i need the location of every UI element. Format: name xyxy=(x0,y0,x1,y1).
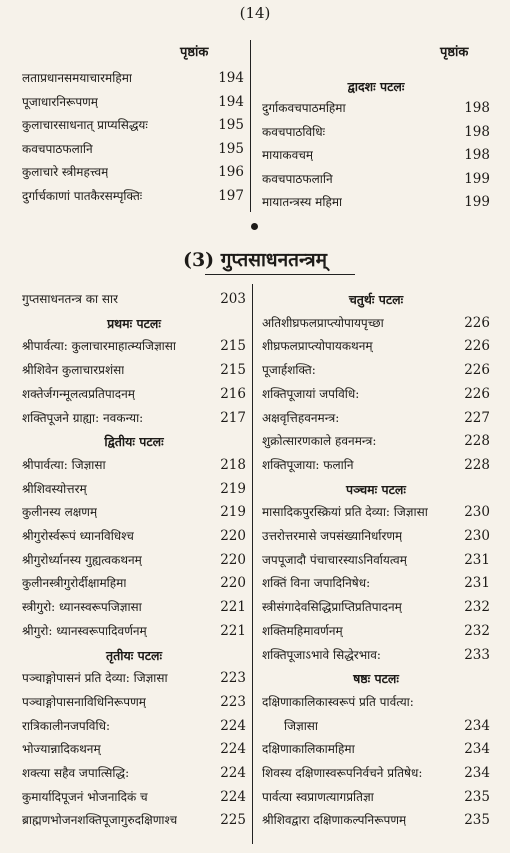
toc-entry xyxy=(22,360,246,381)
entry-page-number: 224 xyxy=(220,765,246,781)
bullet-separator xyxy=(251,223,258,230)
chapter-heading: चतुर्थः पटलः xyxy=(348,292,404,307)
entry-title: शक्तिपूजने ग्राह्या: नवकन्या: xyxy=(22,410,144,425)
entry-page-number: 223 xyxy=(220,693,246,710)
entry-page-number: 196 xyxy=(218,164,244,180)
chapter-heading: द्वितीयः पटलः xyxy=(104,434,164,450)
toc-entry xyxy=(262,597,490,618)
entry-title: दुर्गार्चकाणां पातकैरसम्पृक्तिः xyxy=(22,188,143,203)
toc-entry xyxy=(262,810,490,831)
entry-title: पञ्चाङ्गोपासनं प्रति देव्या: जिज्ञासा xyxy=(22,671,168,686)
toc-entry xyxy=(262,145,490,166)
entry-title: श्रीशिवद्वारा दक्षिणाकल्पनिरूपणम् xyxy=(262,813,407,828)
entry-title: पूजाधारनिरूपणम् xyxy=(22,94,98,109)
toc-entry xyxy=(22,716,246,737)
entry-page-number: 230 xyxy=(464,504,490,521)
page-column-header-right: पृष्ठांक xyxy=(440,45,469,60)
entry-page-number: 220 xyxy=(220,528,246,544)
chapter-heading: प्रथमः पटलः xyxy=(107,315,161,331)
entry-page-number: 225 xyxy=(220,812,246,829)
entry-title: शक्तेर्जगन्मूलत्वप्रतिपादनम् xyxy=(22,386,135,401)
entry-title: कुलाचारसाधनात् प्राप्यसिद्धयः xyxy=(22,118,148,132)
entry-page-number: 215 xyxy=(220,338,246,355)
toc-entry xyxy=(22,384,246,405)
entry-page-number: 235 xyxy=(464,812,490,829)
entry-title: भोज्यान्नादिकथनम् xyxy=(22,742,101,757)
entry-title: जिज्ञासा xyxy=(284,718,319,733)
entry-title: शिवस्य दक्षिणास्वरूपनिर्वचने प्रतिषेध: xyxy=(262,766,423,780)
page-number: (14) xyxy=(239,4,271,22)
toc-entry xyxy=(262,502,490,523)
toc-entry xyxy=(22,810,246,831)
toc-entry xyxy=(22,289,246,310)
entry-page-number: 217 xyxy=(220,409,246,426)
toc-entry xyxy=(22,621,246,642)
entry-page-number: 228 xyxy=(464,433,490,450)
toc-entry xyxy=(22,787,246,808)
toc-entry xyxy=(262,336,490,357)
entry-title: कवचपाठफलानि xyxy=(22,141,93,156)
entry-page-number: 219 xyxy=(220,504,246,521)
entry-title: अतिशीघ्रफलप्राप्त्योपायपृच्छा xyxy=(262,315,384,330)
entry-page-number: 198 xyxy=(464,147,490,163)
entry-title: स्त्रीगुरो: ध्यानस्वरूपजिज्ञासा xyxy=(22,600,142,615)
entry-page-number: 199 xyxy=(464,170,490,187)
entry-page-number: 232 xyxy=(464,599,490,616)
entry-page-number: 203 xyxy=(220,291,246,307)
entry-title: ब्राह्मणभोजनशक्तिपूजागुरुदक्षिणाश्च xyxy=(22,813,178,828)
entry-title: शक्तिपूजायां जपविधि: xyxy=(262,386,360,401)
toc-entry xyxy=(262,787,490,808)
entry-page-number: 199 xyxy=(464,194,490,210)
entry-page-number: 231 xyxy=(464,575,490,592)
entry-page-number: 224 xyxy=(220,741,246,758)
entry-title: कुलाचारे स्त्रीमहत्त्वम् xyxy=(22,165,109,179)
toc-entry xyxy=(22,526,246,547)
toc-entry xyxy=(262,122,490,143)
toc-entry xyxy=(22,68,244,89)
title-underline xyxy=(205,274,355,275)
column-divider-top xyxy=(250,40,251,212)
entry-title: कुलीनस्य लक्षणम् xyxy=(22,505,98,520)
toc-entry xyxy=(22,115,244,136)
toc-entry xyxy=(262,384,490,405)
entry-page-number: 230 xyxy=(464,528,490,544)
entry-page-number: 219 xyxy=(220,480,246,497)
entry-page-number: 195 xyxy=(218,117,244,133)
entry-title: कवचपाठविधिः xyxy=(262,124,326,139)
entry-title: शुक्रोत्सारणकाले हवनमन्त्र: xyxy=(262,434,377,449)
entry-title: दक्षिणाकालिकास्वरूपं प्रति पार्वत्या: xyxy=(262,694,414,709)
entry-page-number: 215 xyxy=(220,362,246,379)
toc-entry xyxy=(22,597,246,618)
entry-title: उत्तरोत्तरमासे जपसंख्यानिर्धारणम् xyxy=(262,529,403,543)
entry-page-number: 234 xyxy=(464,741,490,758)
toc-entry xyxy=(22,573,246,594)
entry-title: शक्तिपूजाऽभावे सिद्धेरभाव: xyxy=(262,647,381,662)
toc-entry xyxy=(262,739,490,760)
section-title: (3) गुप्तसाधनतन्त्रम् xyxy=(182,249,328,271)
entry-title: कुलीनस्त्रीगुरोर्दीक्षामहिमा xyxy=(22,576,127,591)
entry-title: शक्त्या सहैव जपात्सिद्धि: xyxy=(22,766,130,780)
entry-page-number: 226 xyxy=(464,338,490,355)
entry-page-number: 224 xyxy=(220,788,246,805)
entry-page-number: 226 xyxy=(464,314,490,331)
chapter-heading: तृतीयः पटलः xyxy=(105,647,162,663)
entry-title: अक्षवृत्तिहवनमन्त्र: xyxy=(262,410,340,425)
toc-entry xyxy=(262,573,490,594)
entry-page-number: 220 xyxy=(220,575,246,592)
toc-entry xyxy=(262,716,490,737)
toc-entry xyxy=(262,408,490,429)
entry-page-number: 231 xyxy=(464,551,490,568)
entry-title: श्रीपार्वत्या: जिज्ञासा xyxy=(22,457,106,472)
toc-entry xyxy=(262,621,490,642)
entry-title: लताप्रधानसमयाचारमहिमा xyxy=(22,71,132,85)
toc-entry xyxy=(262,360,490,381)
entry-title: दुर्गाकवचपाठमहिमा xyxy=(262,101,346,115)
entry-title: शक्तिपूजाया: फलानि xyxy=(262,457,354,472)
toc-entry xyxy=(22,336,246,357)
entry-title: मायाकवचम् xyxy=(262,148,314,162)
entry-page-number: 194 xyxy=(218,93,244,110)
entry-title: गुप्तसाधनतन्त्र का सार xyxy=(22,292,118,306)
entry-page-number: 227 xyxy=(464,409,490,426)
column-divider-bottom xyxy=(252,284,253,844)
toc-entry xyxy=(22,186,244,207)
entry-title: शक्तिमहिमावर्णनम् xyxy=(262,623,343,638)
toc-entry xyxy=(22,139,244,160)
entry-page-number: 228 xyxy=(464,456,490,473)
toc-entry xyxy=(22,408,246,429)
entry-title: दक्षिणाकालिकामहिमा xyxy=(262,742,355,757)
entry-title: रात्रिकालीनजपविधि: xyxy=(22,718,111,733)
entry-page-number: 218 xyxy=(220,456,246,473)
entry-page-number: 235 xyxy=(464,788,490,805)
entry-title: श्रीशिवेन कुलाचारप्रशंसा xyxy=(22,363,125,378)
entry-page-number: 221 xyxy=(220,622,246,639)
entry-page-number: 233 xyxy=(464,646,490,663)
toc-entry xyxy=(262,431,490,452)
toc-entry xyxy=(22,162,244,183)
toc-entry xyxy=(262,313,490,334)
entry-title: जपपूजादौ पंचाचारस्याऽनिर्वायत्वम् xyxy=(262,552,407,567)
toc-entry xyxy=(262,526,490,547)
entry-title: श्रीगुरो: ध्यानस्वरूपादिवर्णनम् xyxy=(22,623,147,638)
toc-entry xyxy=(22,502,246,523)
entry-title: श्रीशिवस्योत्तरम् xyxy=(22,481,87,496)
entry-title: स्त्रीसंगादेवसिद्धिप्राप्तिप्रतिपादनम् xyxy=(262,600,402,615)
entry-title: शक्तिं विना जपादिनिषेध: xyxy=(262,576,371,591)
chapter-heading: द्वादशः पटलः xyxy=(347,79,405,94)
chapter-heading: पञ्चमः पटलः xyxy=(346,481,406,497)
toc-entry xyxy=(22,739,246,760)
toc-entry xyxy=(22,455,246,476)
toc-entry xyxy=(262,763,490,784)
toc-entry xyxy=(262,550,490,571)
entry-title: कुमार्यादिपूजनं भोजनादिकं च xyxy=(22,789,148,804)
entry-page-number: 194 xyxy=(218,70,244,86)
toc-entry xyxy=(262,645,490,666)
toc-entry xyxy=(22,92,244,113)
toc-entry xyxy=(22,692,246,713)
toc-entry xyxy=(262,169,490,190)
entry-page-number: 220 xyxy=(220,551,246,568)
entry-page-number: 198 xyxy=(464,123,490,140)
toc-entry xyxy=(22,479,246,500)
toc-entry xyxy=(22,550,246,571)
entry-title: श्रीगुरोर्ध्यानस्य गुह्यत्वकथनम् xyxy=(22,552,142,567)
toc-entry xyxy=(262,692,490,713)
entry-page-number: 197 xyxy=(218,187,244,204)
entry-page-number: 198 xyxy=(464,100,490,116)
toc-entry xyxy=(262,192,490,213)
entry-page-number: 221 xyxy=(220,599,246,616)
entry-page-number: 223 xyxy=(220,670,246,687)
entry-title: पूजार्हशक्ति: xyxy=(262,363,316,378)
page-column-header-left: पृष्ठांक xyxy=(180,45,209,60)
entry-page-number: 226 xyxy=(464,362,490,379)
entry-page-number: 234 xyxy=(464,765,490,781)
entry-title: श्रीगुरोर्स्वरूपं ध्यानविधिश्च xyxy=(22,529,134,543)
entry-page-number: 216 xyxy=(220,385,246,402)
entry-title: शीघ्रफलप्राप्त्योपायकथनम् xyxy=(262,339,373,354)
entry-title: मासादिकपुरस्क्रियां प्रति देव्या: जिज्ञासा xyxy=(262,505,428,520)
entry-title: कवचपाठफलानि xyxy=(262,171,333,186)
entry-title: मायातन्त्रस्य महिमा xyxy=(262,195,343,209)
toc-entry xyxy=(262,455,490,476)
toc-entry xyxy=(22,668,246,689)
entry-title: पञ्चाङ्गोपासनाविधिनिरूपणम् xyxy=(22,694,146,709)
chapter-heading: षष्ठः पटलः xyxy=(353,671,399,687)
entry-page-number: 195 xyxy=(218,140,244,157)
entry-page-number: 224 xyxy=(220,717,246,734)
toc-entry xyxy=(22,763,246,784)
entry-page-number: 226 xyxy=(464,385,490,402)
entry-title: श्रीपार्वत्या: कुलाचारमाहात्म्यजिज्ञासा xyxy=(22,339,176,354)
entry-page-number: 234 xyxy=(464,717,490,734)
entry-title: पार्वत्या स्वप्राणत्यागप्रतिज्ञा xyxy=(262,789,374,804)
toc-entry xyxy=(262,98,490,119)
entry-page-number: 232 xyxy=(464,622,490,639)
